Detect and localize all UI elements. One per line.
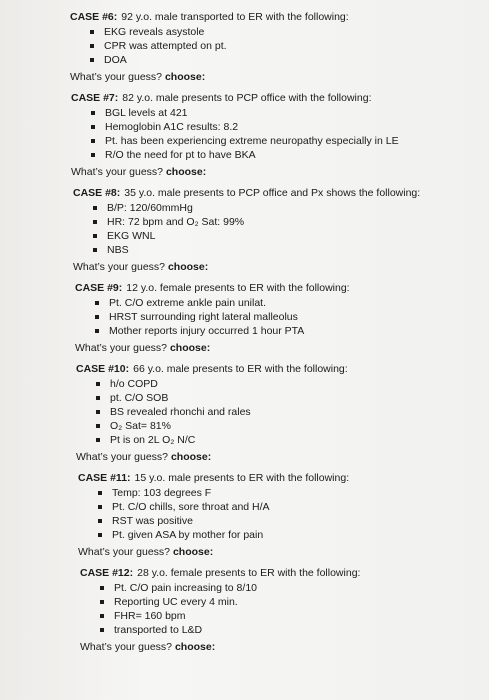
case-header	[80, 566, 479, 580]
choose-prompt: choose:	[170, 451, 212, 463]
finding-item: BGL levels at 421	[91, 106, 479, 120]
finding-item: Reporting UC every 4 min.	[100, 595, 479, 609]
finding-item: Pt is on 2L O₂ N/C	[96, 433, 479, 447]
finding-item: B/P: 120/60mmHg	[93, 201, 479, 215]
finding-item: Pt. C/O pain increasing to 8/10	[100, 581, 479, 595]
case-12	[80, 566, 479, 654]
choose-prompt: choose:	[165, 166, 207, 178]
finding-item: Hemoglobin A1C results: 8.2	[91, 120, 479, 134]
findings-list	[70, 25, 479, 67]
findings-list	[80, 581, 479, 637]
case-header	[76, 362, 479, 376]
finding-item: transported to L&D	[100, 623, 479, 637]
finding-item: EKG reveals asystole	[90, 25, 479, 39]
question-text: What’s your guess?	[73, 261, 166, 273]
case-header	[73, 186, 479, 200]
finding-item: NBS	[93, 243, 479, 257]
finding-item: BS revealed rhonchi and rales	[96, 405, 479, 419]
question	[70, 70, 479, 84]
question-text: What’s your guess?	[76, 451, 169, 463]
case-intro: 66 y.o. male presents to ER with the following:	[133, 363, 348, 375]
finding-item: pt. C/O SOB	[96, 391, 479, 405]
case-11	[78, 471, 479, 559]
case-intro: 35 y.o. male presents to PCP office and Px shows the following:	[124, 187, 421, 199]
finding-item: RST was positive	[98, 514, 479, 528]
finding-item: Pt. C/O chills, sore throat and H/A	[98, 500, 479, 514]
finding-item: HRST surrounding right lateral malleolus	[95, 310, 479, 324]
findings-list	[76, 377, 479, 447]
findings-list	[71, 106, 479, 162]
case-intro: 15 y.o. male presents to ER with the following:	[134, 472, 350, 484]
question	[71, 165, 479, 179]
case-header	[71, 91, 479, 105]
finding-item: Temp: 103 degrees F	[98, 486, 479, 500]
finding-item: CPR was attempted on pt.	[90, 39, 479, 53]
case-label: CASE #10:	[76, 363, 130, 375]
case-6	[70, 10, 479, 84]
question	[80, 640, 479, 654]
findings-list	[78, 486, 479, 542]
case-intro: 12 y.o. female presents to ER with the following:	[126, 282, 350, 294]
question	[75, 341, 479, 355]
case-intro: 28 y.o. female presents to ER with the following:	[137, 567, 361, 579]
question	[76, 450, 479, 464]
case-header	[75, 281, 479, 295]
case-intro: 82 y.o. male presents to PCP office with the following:	[122, 92, 372, 104]
case-label: CASE #11:	[78, 472, 131, 484]
case-header	[70, 10, 479, 24]
finding-item: O₂ Sat= 81%	[96, 419, 479, 433]
question	[78, 545, 479, 559]
findings-list	[75, 296, 479, 338]
choose-prompt: choose:	[164, 71, 206, 83]
finding-item: h/o COPD	[96, 377, 479, 391]
question-text: What’s your guess?	[78, 546, 171, 558]
case-label: CASE #9:	[75, 282, 123, 294]
finding-item: Pt. has been experiencing extreme neuropathy especially in LE	[91, 134, 479, 148]
choose-prompt: choose:	[172, 546, 214, 558]
question-text: What’s your guess?	[75, 342, 168, 354]
finding-item: HR: 72 bpm and O₂ Sat: 99%	[93, 215, 479, 229]
case-label: CASE #6:	[70, 11, 118, 23]
findings-list	[73, 201, 479, 257]
case-label: CASE #12:	[80, 567, 134, 579]
choose-prompt: choose:	[174, 641, 216, 653]
case-9	[75, 281, 479, 355]
finding-item: R/O the need for pt to have BKA	[91, 148, 479, 162]
finding-item: Pt. given ASA by mother for pain	[98, 528, 479, 542]
case-header	[78, 471, 479, 485]
choose-prompt: choose:	[169, 342, 211, 354]
case-10	[76, 362, 479, 464]
finding-item: DOA	[90, 53, 479, 67]
question-text: What’s your guess?	[80, 641, 173, 653]
case-label: CASE #8:	[73, 187, 121, 199]
question-text: What’s your guess?	[70, 71, 163, 83]
finding-item: FHR= 160 bpm	[100, 609, 479, 623]
case-8	[73, 186, 479, 274]
question-text: What’s your guess?	[71, 166, 164, 178]
case-label: CASE #7:	[71, 92, 119, 104]
choose-prompt: choose:	[167, 261, 209, 273]
finding-item: Mother reports injury occurred 1 hour PTA	[95, 324, 479, 338]
finding-item: Pt. C/O extreme ankle pain unilat.	[95, 296, 479, 310]
finding-item: EKG WNL	[93, 229, 479, 243]
question	[73, 260, 479, 274]
case-7	[71, 91, 479, 179]
case-intro: 92 y.o. male transported to ER with the following:	[121, 11, 349, 23]
